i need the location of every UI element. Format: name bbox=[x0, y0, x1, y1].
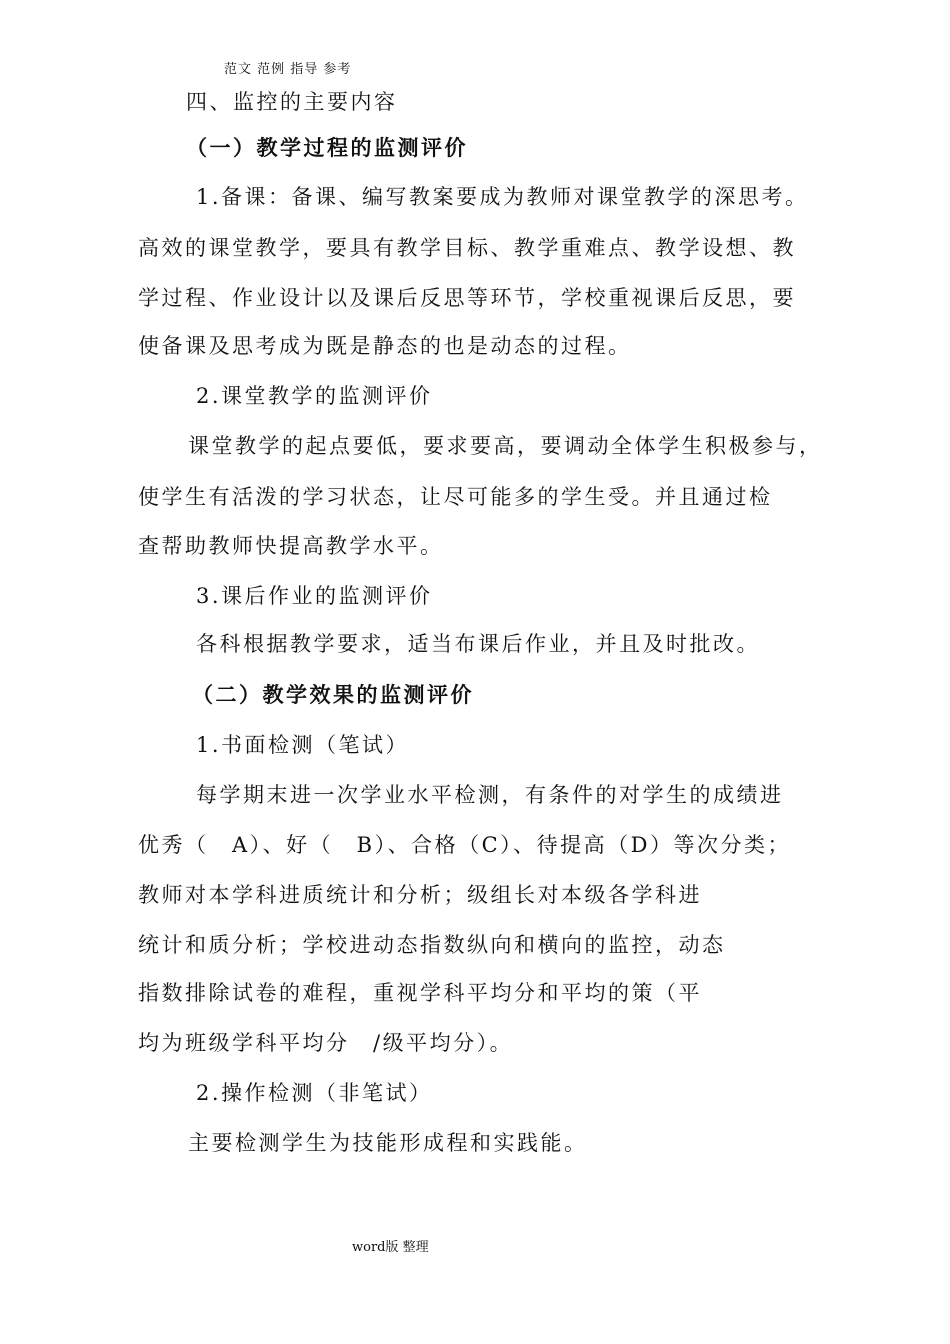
subsection-title-2: （二）教学效果的监测评价 bbox=[192, 682, 474, 707]
page-header: 范文 范例 指导 参考 bbox=[224, 62, 352, 77]
page-footer: word版 整理 bbox=[352, 1240, 429, 1255]
paragraph-line: 教师对本学科进质统计和分析；级组长对本级各学科进 bbox=[138, 883, 702, 907]
paragraph-line: 每学期末进一次学业水平检测，有条件的对学生的成绩进 bbox=[196, 783, 784, 807]
paragraph-line: 学过程、作业设计以及课后反思等环节，学校重视课后反思，要 bbox=[138, 286, 796, 310]
paragraph-line: 指数排除试卷的难程，重视学科平均分和平均的策（平 bbox=[138, 981, 702, 1005]
paragraph-line: 使备课及思考成为既是静态的也是动态的过程。 bbox=[138, 334, 632, 358]
subsection-title-1: （一）教学过程的监测评价 bbox=[186, 135, 468, 160]
paragraph-line: 使学生有活泼的学习状态，让尽可能多的学生受。并且通过检 bbox=[138, 485, 773, 509]
paragraph-line: 优秀（ A）、好（ B）、合格（C）、待提高（D）等次分类； bbox=[138, 833, 792, 857]
item-heading: 2.课堂教学的监测评价 bbox=[196, 384, 433, 408]
paragraph-line: 各科根据教学要求，适当布课后作业，并且及时批改。 bbox=[196, 632, 760, 656]
paragraph-line: 查帮助教师快提高教学水平。 bbox=[138, 534, 444, 558]
paragraph-line: 课堂教学的起点要低，要求要高，要调动全体学生积极参与， bbox=[188, 434, 823, 458]
paragraph-line: 1.备课：备课、编写教案要成为教师对课堂教学的深思考。 bbox=[196, 185, 809, 209]
paragraph-line: 高效的课堂教学，要具有教学目标、教学重难点、教学设想、教 bbox=[138, 236, 796, 260]
section-title: 四、监控的主要内容 bbox=[186, 90, 398, 114]
paragraph-line: 主要检测学生为技能形成程和实践能。 bbox=[188, 1131, 588, 1155]
paragraph-line: 均为班级学科平均分 /级平均分）。 bbox=[138, 1031, 514, 1055]
item-heading: 2.操作检测（非笔试） bbox=[196, 1081, 433, 1105]
item-heading: 1.书面检测（笔试） bbox=[196, 733, 410, 757]
item-heading: 3.课后作业的监测评价 bbox=[196, 584, 433, 608]
paragraph-line: 统计和质分析；学校进动态指数纵向和横向的监控，动态 bbox=[138, 933, 726, 957]
